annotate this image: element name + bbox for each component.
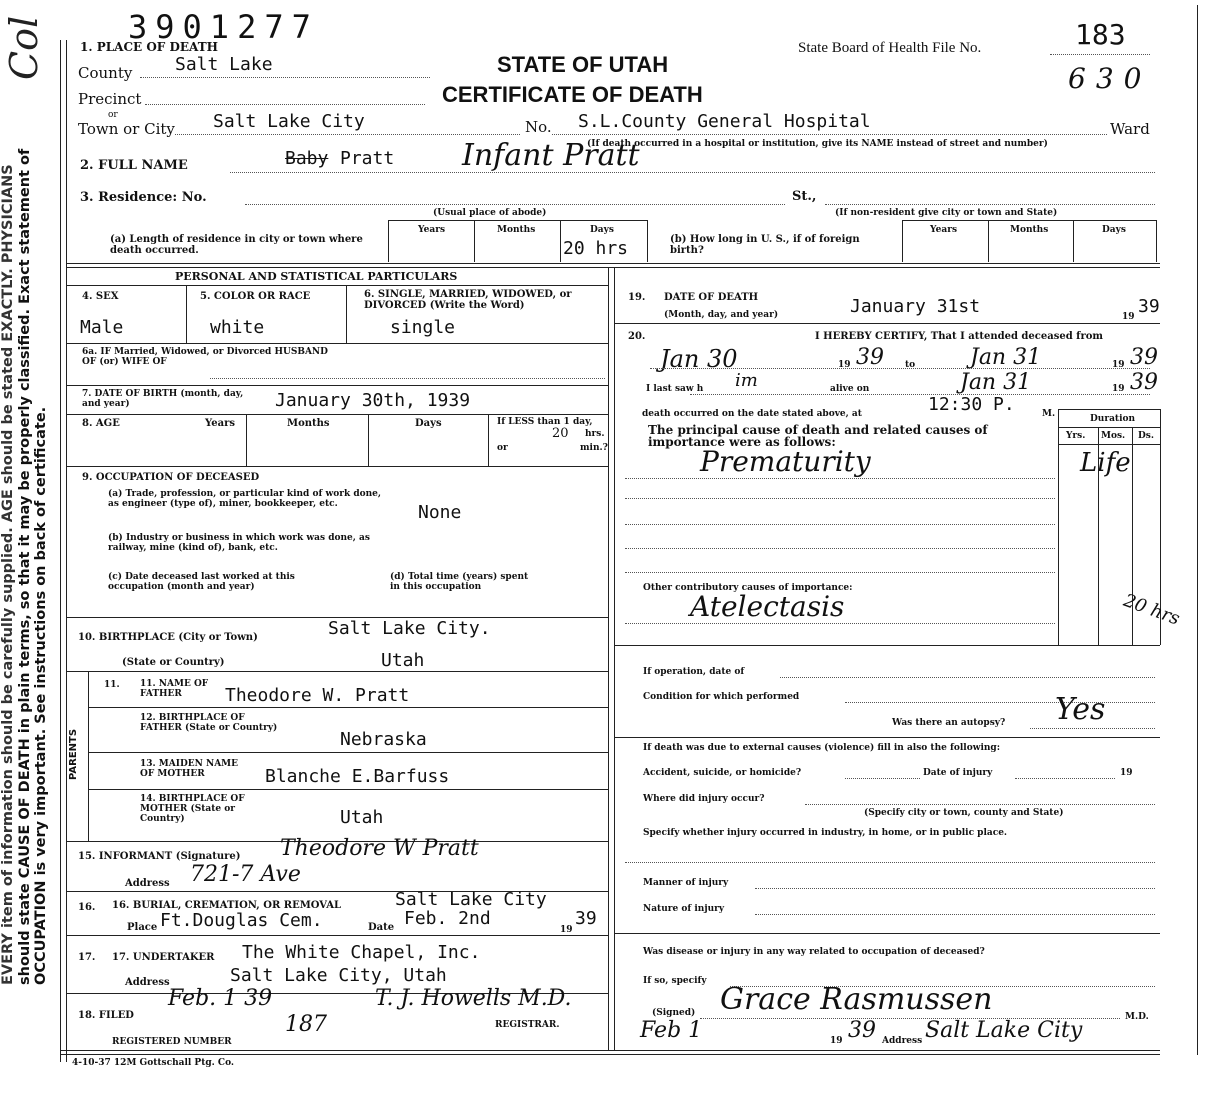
nature-label: Nature of injury [643,904,725,914]
registered-number: 187 [285,1012,327,1037]
occupation-industry-label: (b) Industry or business in which work was done, as railway, mine (kind of), bank, etc. [108,533,370,553]
dob-value: January 30th, 1939 [275,390,471,411]
other-causes-label: Other contributory causes of importance: [643,583,853,593]
occupation-date-label: (c) Date deceased last worked at this occupation (month and year) [108,572,295,592]
accident-label: Accident, suicide, or homicide? [643,768,802,778]
other-causes-value: Atelectasis [690,590,845,623]
undertaker-address-label: Address [125,977,170,988]
abode-note: (Usual place of abode) [433,208,547,218]
date-of-death-sublabel: (Month, day, and year) [664,310,779,320]
side-instructions-3: OCCUPATION is very important. See instructions on back of certificate. [33,406,49,985]
or-label: or [108,110,118,120]
attended-to-label: to [905,360,916,370]
burial-year-prefix: 19 [560,925,573,935]
mother-value: Blanche E.Barfuss [265,766,450,787]
sex-label: 4. SEX [82,291,119,302]
county-label: County [78,64,133,82]
full-name-struck: Baby [285,148,329,169]
burial-label: 16. BURIAL, CREMATION, OR REMOVAL [112,900,342,911]
physician-address-label: Address [882,1036,923,1046]
time-of-death-value: 12:30 P. [928,394,1015,415]
time-of-death-suffix: M. [1042,409,1056,419]
burial-place-label: Place [127,922,158,933]
physician-md: M.D. [1125,1012,1149,1022]
last-saw-value: im [735,370,758,391]
duration-value: Life [1080,448,1131,478]
marital-label: 6. SINGLE, MARRIED, WIDOWED, or DIVORCED (Write the Word) [364,289,572,311]
margin-handwriting: Col [2,15,46,80]
time-of-death-label: death occurred on the date stated above, at [642,409,862,419]
date-of-death-num: 19. [628,292,646,303]
institution-no-label: No. [525,118,552,136]
length-of-residence-label: (a) Length of residence in city or town where death occurred. [110,234,363,256]
precinct-label: Precinct [78,90,142,108]
marital-value: single [390,317,456,338]
parents-side-label: PARENTS [68,728,79,780]
printer-footer: 4-10-37 12M Gottschall Ptg. Co. [72,1058,235,1068]
father-value: Theodore W. Pratt [225,685,410,706]
birthplace-state-label: (State or Country) [122,657,225,668]
undertaker-name: The White Chapel, Inc. [242,942,481,963]
physician-date: Feb 1 [640,1018,703,1043]
burial-city: Salt Lake City [395,889,547,910]
mother-birthplace-value: Utah [340,807,384,828]
street-label: St., [792,189,817,204]
col-months: Months [497,225,536,235]
burial-date-label: Date [368,922,395,933]
full-name-handwritten: Infant Pratt [462,138,640,173]
attended-to: Jan 31 [970,345,1042,370]
us-col-days: Days [1102,225,1126,235]
time-in-us-label: (b) How long in U. S., if of foreign birth? [670,234,860,256]
physician-year-prefix: 19 [830,1036,843,1046]
other-causes-duration: 20 hrs [1120,590,1183,630]
mother-label: 13. MAIDEN NAME OF MOTHER [140,759,239,779]
file-number-label: State Board of Health File No. [798,40,982,56]
undertaker-label: 17. UNDERTAKER [112,952,215,963]
signed-label: (Signed) [652,1008,696,1018]
father-birthplace-label: 12. BIRTHPLACE OF FATHER (State or Country) [140,713,278,733]
physician-year: 39 [848,1018,876,1043]
duration-yrs: Yrs. [1066,431,1086,441]
undertaker-num: 17. [78,952,96,963]
age-years-label: Years [205,418,236,429]
length-of-residence-value: 20 hrs [563,238,629,259]
informant-signature: Theodore W Pratt [280,836,479,861]
date-of-death-year-prefix: 19 [1122,312,1135,322]
informant-address-label: Address [125,878,170,889]
attended-to-year: 39 [1130,345,1158,370]
birthplace-label: 10. BIRTHPLACE (City or Town) [78,632,258,643]
side-instructions-1: EVERY item of information should be carefully supplied. AGE should be stated EXACTLY. PHYSICIANS [0,164,16,985]
injury-industry-label: Specify whether injury occurred in industry, in home, or in public place. [643,828,1008,838]
father-birthplace-value: Nebraska [340,729,427,750]
operation-condition-label: Condition for which performed [643,692,800,702]
color-value: white [210,317,265,338]
full-name-label: 2. FULL NAME [80,158,188,173]
institution-note: (If death occurred in a hospital or institution, give its NAME instead of street and number) [587,139,1048,149]
autopsy-label: Was there an autopsy? [892,718,1006,728]
residence-label: 3. Residence: No. [80,190,207,205]
spouse-label: 6a. IF Married, Widowed, or Divorced HUSBAND OF (or) WIFE OF [82,347,328,367]
manner-label: Manner of injury [643,878,729,888]
age-hours-value: 20 [552,426,569,441]
filed-date: Feb. 1 39 [168,986,273,1011]
county-value: Salt Lake [175,54,273,75]
injury-date-label: Date of injury [923,768,993,778]
burial-place: Ft.Douglas Cem. [160,910,323,931]
occupation-trade-value: None [418,502,462,523]
duration-label: Duration [1090,414,1136,424]
injury-specify-note: (Specify city or town, county and State) [864,808,1064,818]
mother-birthplace-label: 14. BIRTHPLACE OF MOTHER (State or Country) [140,794,245,824]
external-causes-label: If death was due to external causes (violence) fill in also the following: [643,743,1001,753]
injury-year-prefix: 19 [1120,768,1133,778]
autopsy-value: Yes [1055,692,1106,727]
full-name-typed: Pratt [340,148,395,169]
operation-date-label: If operation, date of [643,667,745,677]
father-num: 11. [104,680,120,690]
personal-heading: PERSONAL AND STATISTICAL PARTICULARS [175,270,458,283]
sex-value: Male [80,317,124,338]
town-label: Town or City [78,120,175,138]
informant-address: 721-7 Ave [190,862,301,887]
nonresident-note: (If non-resident give city or town and State) [835,208,1058,218]
physician-signature: Grace Rasmussen [720,982,993,1017]
alive-year-prefix: 19 [1112,384,1125,394]
town-value: Salt Lake City [213,111,365,132]
state-title: STATE OF UTAH [497,52,669,77]
side-instructions-2: should state CAUSE OF DEATH in plain terms, so that it may be properly classified. Exact statement of [17,148,33,985]
dob-label: 7. DATE OF BIRTH (month, day, and year) [82,389,244,409]
birthplace-state: Utah [381,650,425,671]
ward-label: Ward [1110,120,1150,138]
age-label: 8. AGE [82,418,120,429]
date-of-death-value: January 31st [850,296,981,317]
attended-from: Jan 30 [660,345,738,373]
physician-address: Salt Lake City [925,1018,1083,1043]
occupation-trade-label: (a) Trade, profession, or particular kind of work done, as engineer (type of), miner, bookkeeper, etc. [108,489,382,509]
age-min-label: min.? [580,443,608,453]
col-days: Days [590,225,614,235]
alive-year: 39 [1130,370,1158,395]
burial-year: 39 [575,908,597,929]
col-years: Years [418,225,446,235]
certificate-title: CERTIFICATE OF DEATH [442,82,703,107]
age-months-label: Months [287,418,330,429]
if-so-specify-label: If so, specify [643,976,707,986]
occupation-total-label: (d) Total time (years) spent in this occupation [390,572,529,592]
registered-number-label: REGISTERED NUMBER [112,1037,232,1047]
date-of-death-label: DATE OF DEATH [664,292,759,303]
birthplace-city: Salt Lake City. [328,618,491,639]
filed-label: 18. FILED [78,1010,134,1021]
last-saw-label: I last saw h [646,384,704,394]
color-label: 5. COLOR OR RACE [200,291,311,302]
injury-where-label: Where did injury occur? [643,794,765,804]
us-col-months: Months [1010,225,1049,235]
age-hours-label: hrs. [585,429,605,439]
registrar-signature: T. J. Howells M.D. [375,986,572,1011]
institution-value: S.L.County General Hospital [578,111,871,132]
certify-statement: I HEREBY CERTIFY, That I attended deceased from [815,331,1104,342]
occupation-heading: 9. OCCUPATION OF DECEASED [82,472,260,483]
duration-mos: Mos. [1101,431,1126,441]
us-col-years: Years [930,225,958,235]
related-occupation-label: Was disease or injury in any way related to occupation of deceased? [643,947,985,957]
date-of-death-year: 39 [1138,296,1160,317]
file-number: 183 [1075,18,1126,51]
attended-to-year-prefix: 19 [1112,360,1125,370]
burial-num: 16. [78,902,96,913]
certify-num: 20. [628,331,646,342]
duration-ds: Ds. [1138,431,1155,441]
undertaker-address: Salt Lake City, Utah [230,965,447,986]
principal-cause-value: Prematurity [700,445,871,478]
burial-date: Feb. 2nd [404,908,491,929]
attended-from-year: 39 [856,345,884,370]
informant-label: 15. INFORMANT (Signature) [78,851,241,862]
place-of-death-heading: 1. PLACE OF DEATH [80,40,218,54]
father-label: 11. NAME OF FATHER [140,679,209,699]
alive-on-label: alive on [830,384,870,394]
serial-number: 3901277 [128,8,319,46]
attended-from-year-prefix: 19 [838,360,851,370]
principal-cause-label: The principal cause of death and related causes of importance were as follows: [648,423,988,449]
alive-on-value: Jan 31 [960,370,1032,395]
registrar-label: REGISTRAR. [495,1020,560,1030]
age-less-label: If LESS than 1 day, [497,417,593,427]
age-days-label: Days [415,418,442,429]
file-number-2: 630 [1068,62,1152,95]
age-or-label: or [497,443,508,453]
